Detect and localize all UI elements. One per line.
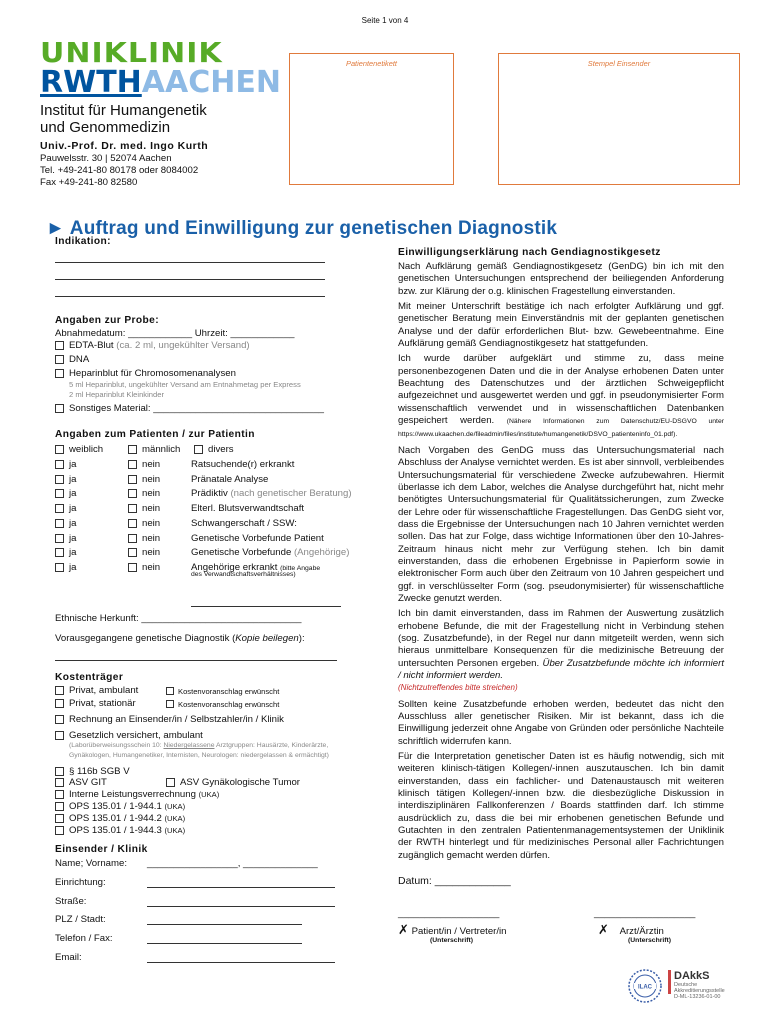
ops3-label: [69, 825, 185, 836]
heparin-note-1: 5 ml Heparinblut, ungekühlter Versand am Entnahmetag per Express: [69, 380, 301, 389]
other-material-label[interactable]: Sonstiges Material: ________________________________: [69, 403, 324, 414]
edta-checkbox[interactable]: [55, 341, 64, 350]
question-label: [191, 459, 294, 470]
dakks-sub-3: D-ML-13236-01-00: [674, 994, 721, 1000]
consent-strike-note: (Nichtzutreffendes bitte streichen): [398, 683, 518, 693]
institute-fax: Fax +49-241-80 82580: [40, 177, 138, 188]
indication-line-1[interactable]: [55, 262, 325, 263]
signature-icon: ✗: [398, 922, 409, 937]
private-inpatient-label: Privat, stationär: [69, 698, 136, 709]
ops2-note: (UKA): [164, 814, 186, 823]
question-yes-label: ja: [69, 561, 77, 573]
question-yes-checkbox[interactable]: [55, 534, 64, 543]
question-yes-label: ja: [69, 488, 77, 500]
female-label: weiblich: [69, 444, 104, 455]
question-yes-label: ja: [69, 517, 77, 529]
ops2-label: [69, 813, 185, 824]
male-checkbox[interactable]: [128, 445, 137, 454]
previous-diagnostics-italic: Kopie beilegen: [235, 633, 299, 644]
dakks-sub-2: Akkreditierungsstelle: [674, 988, 725, 994]
signature-icon: ✗: [598, 922, 609, 937]
question-yes-checkbox[interactable]: [55, 519, 64, 528]
question-yes-checkbox[interactable]: [55, 563, 64, 572]
doctor-signature-label: [598, 922, 664, 938]
question-yes-checkbox[interactable]: [55, 489, 64, 498]
statutory-note-1b: Arztgruppen: Hausärzte, Kinderärzte,: [214, 742, 329, 749]
question-label: [191, 474, 268, 485]
sender-city-label: PLZ / Stadt:: [55, 914, 106, 925]
question-yes-checkbox[interactable]: [55, 548, 64, 557]
patient-signature-note: (Unterschrift): [430, 937, 474, 944]
question-no-label: nein: [142, 532, 161, 544]
logo-rwth-aachen: [40, 65, 281, 100]
logo-aachen: AACHEN: [141, 65, 281, 100]
private-inpatient-checkbox[interactable]: [55, 699, 64, 708]
sender-heading: Einsender / Klinik: [55, 844, 148, 855]
question-no-checkbox[interactable]: [128, 489, 137, 498]
consent-paragraph-3-text: Ich wurde darüber aufgeklärt und stimme zu, dass meine personenbezogenen Daten und die in der Analyse erhobenen Daten unter Beachtung des Datenschutzes und der ärztlichen Schweigepflicht aufgezeichnet und ausgewertet werden und ggf. in pseudonymisierter Form wissenschaftlich verwendet und in wissenschaftlichen Datenbanken gespeichert werden.: [398, 353, 724, 427]
question-text: Prädiktiv: [191, 488, 228, 500]
asv-gyn-label: ASV Gynäkologische Tumor: [180, 777, 300, 788]
sender-email-field[interactable]: [147, 962, 335, 963]
patient-label-box[interactable]: [289, 53, 454, 185]
edta-label: [69, 340, 250, 351]
ops1-checkbox[interactable]: [55, 802, 64, 811]
question-note: (Angehörige): [293, 547, 350, 559]
question-no-checkbox[interactable]: [128, 563, 137, 572]
ops1-note: (UKA): [164, 802, 186, 811]
edta-text: EDTA-Blut: [69, 340, 114, 351]
question-no-checkbox[interactable]: [128, 504, 137, 513]
question-yes-label: ja: [69, 459, 77, 470]
sender-phone-field[interactable]: [147, 943, 302, 944]
patient-heading: Angaben zum Patienten / zur Patientin: [55, 429, 255, 440]
doctor-signature-line[interactable]: ___________________: [594, 908, 696, 919]
consent-text: [398, 261, 724, 865]
institute-contact: [40, 153, 198, 189]
consent-heading: Einwilligungserklärung nach Gendiagnostikgesetz: [398, 247, 661, 258]
ops3-text: OPS 135.01 / 1-944.3: [69, 825, 162, 836]
question-no-label: nein: [142, 488, 161, 500]
consent-paragraph-4: Nach Vorgaben des GenDG muss das Untersuchungsmaterial nach Abschluss der Analyse vernichtet werden. Es ist aber sinnvoll, verbleibendes Untersuchungsmaterial für verschiedene Zwecke aufzubewahren. Hiermit überlasse ich dem Labor, welches die Analyse durchgeführt hat, nicht mehr benötigtes Untersuchungsmaterial für Qualitätssicherungen, zum Zwecke der Lehre oder für wissenschaftliche Fragestellungen. Das GenDG sieht vor, dass die Ergebnisse der Untersuchungen nach 10 Jahren vernichtet werden sollen. Das hat zur Folge, dass wichtige Informationen über den 10-Jahres-Zeitraum hinaus nicht mehr zur Verfügung stehen. Ich bin damit einverstanden, dass die erhobenen Ergebnisse in Papierform sowie in elektronischer Form auch über den Zeitraum von 10 Jahren gespeichert und ggf. in verschlüsselter Form (sog. pseudonymisierter) für wissenschaftliche Zwecke genutzt werden.: [398, 444, 724, 604]
consent-paragraph-5-text: Ich bin damit einverstanden, dass im Rahmen der Auswertung zusätzlich erhobene Befunde, die mit der Fragestellung nicht in Verbindung stehen (sog. Zusatzbefunde), in der Regel nur dann mitgeteilt werden, wenn sich hieraus unmittelbare Konsequenzen für die medizinische Betreuung der untersuchten Personen ergeben.: [398, 608, 724, 669]
other-material-checkbox[interactable]: [55, 404, 64, 413]
question-no-label: nein: [142, 473, 161, 485]
sender-facility-label: Einrichtung:: [55, 877, 106, 888]
asv-gyn-checkbox[interactable]: [166, 778, 175, 787]
consent-privacy-note: (Nähere Informationen zum Datenschutz/EU-DSGVO unter https://www.ukaachen.de/fileadmin/files/institute/humangenetik/DSVO_patienteninfo_01.pdf).: [398, 418, 724, 439]
estimate-label-1: Kostenvoranschlag erwünscht: [178, 687, 280, 696]
male-label: männlich: [142, 444, 181, 455]
consent-date[interactable]: Datum: _____________: [398, 875, 511, 887]
question-yes-checkbox[interactable]: [55, 460, 64, 469]
question-no-label: nein: [142, 459, 161, 470]
institute-name: [40, 102, 207, 136]
sender-city-field[interactable]: [147, 924, 302, 925]
private-outpatient-label: Privat, ambulant: [69, 685, 139, 696]
question-text: Elterl. Blutsverwandtschaft: [191, 503, 305, 515]
question-yes-label: ja: [69, 547, 77, 559]
question-no-checkbox[interactable]: [128, 460, 137, 469]
question-yes-label: ja: [69, 532, 77, 544]
question-text: Schwangerschaft / SSW:: [191, 517, 297, 529]
institute-head: Univ.-Prof. Dr. med. Ingo Kurth: [40, 140, 209, 152]
relation-line[interactable]: [191, 606, 341, 607]
internal-label: [69, 789, 219, 800]
question-text: Genetische Vorbefunde: [191, 547, 292, 559]
question-no-checkbox[interactable]: [128, 475, 137, 484]
sender-name-field[interactable]: _________________, ______________: [147, 858, 318, 869]
institute-address: Pauwelsstr. 30 | 52074 Aachen: [40, 153, 172, 164]
doctor-signature-text: Arzt/Ärztin: [619, 926, 664, 937]
edta-note: (ca. 2 ml, ungekühlter Versand): [116, 340, 250, 351]
doctor-signature-note: (Unterschrift): [628, 937, 672, 944]
diverse-label: divers: [208, 444, 234, 455]
question-label: [191, 547, 349, 558]
ops3-note: (UKA): [164, 826, 186, 835]
page-title: ► Auftrag und Einwilligung zur genetischen Diagnostik: [46, 218, 558, 239]
estimate-checkbox-1[interactable]: [166, 687, 174, 695]
sender-street-field[interactable]: [147, 906, 335, 907]
sender-facility-field[interactable]: [147, 887, 335, 888]
question-text: Pränatale Analyse: [191, 473, 269, 485]
ilac-logo-icon: [627, 968, 663, 1004]
ethnic-origin[interactable]: Ethnische Herkunft: ______________________________: [55, 613, 302, 624]
heparin-checkbox[interactable]: [55, 369, 64, 378]
question-note: (bitte Angabe: [280, 564, 321, 572]
consent-paragraph-5: [398, 608, 724, 682]
asv-git-checkbox[interactable]: [55, 778, 64, 787]
ops3-checkbox[interactable]: [55, 826, 64, 835]
sender-name-label: Name; Vorname:: [55, 858, 127, 869]
question-yes-label: ja: [69, 503, 77, 515]
question-label: [191, 488, 352, 499]
private-outpatient-checkbox[interactable]: [55, 686, 64, 695]
consent-paragraph-2: Mit meiner Unterschrift bestätige ich nach erfolgter Aufklärung und ggf. genetischer Beratung mein Einverständnis mit der geplanten genetischen Analyse und der dafür erforderlichen Blut- bzw. Gewebeentnahme. Eine Aufklärung gemäß Gendiagnostikgesetz hat stattgefunden.: [398, 301, 724, 350]
question-yes-checkbox[interactable]: [55, 504, 64, 513]
dna-label: DNA: [69, 354, 90, 365]
diverse-checkbox[interactable]: [194, 445, 203, 454]
institute-name-line2: und Genommedizin: [40, 119, 171, 136]
logo-rwth: RWTH: [40, 65, 142, 100]
asv-git-label: ASV GIT: [69, 777, 107, 788]
invoice-checkbox[interactable]: [55, 715, 64, 724]
sender-street-label: Straße:: [55, 896, 87, 907]
question-no-checkbox[interactable]: [128, 534, 137, 543]
question-text: Ratsuchende(r) erkrankt: [191, 459, 295, 470]
consent-paragraph-6: Sollten keine Zusatzbefunde erhoben werden, bedeutet das nicht den Ausschluss aller genetischer Risiken. Mir ist bekannt, dass ich die Einwilligung jederzeit ohne Angabe von Gründen oder persönliche Nachteile schriftlich widerrufen kann.: [398, 698, 724, 747]
statutory-note-2: Gynäkologen, Humangenetiker, Internisten, Neurologen: niedergelassen & ermächtigt): [69, 752, 329, 759]
invoice-label: Rechnung an Einsender/in / Selbstzahler/in / Klinik: [69, 714, 284, 725]
dakks-logo-icon: [668, 970, 725, 1000]
relation-note: des Verwandtschaftsverhältnisses): [191, 571, 296, 578]
institute-name-line1: Institut für Humangenetik: [40, 102, 207, 119]
logo-uniklinik: UNIKLINIK: [40, 37, 223, 70]
question-no-checkbox[interactable]: [128, 519, 137, 528]
svg-text:ILAC: ILAC: [638, 984, 652, 991]
previous-diagnostics-end: ):: [298, 633, 305, 644]
institute-phone: Tel. +49-241-80 80178 oder 8084002: [40, 165, 199, 176]
page-number: Seite 1 von 4: [361, 16, 409, 25]
indication-line-3[interactable]: [55, 296, 325, 297]
sgb-checkbox[interactable]: [55, 767, 64, 776]
question-no-label: nein: [142, 503, 161, 515]
question-text: Genetische Vorbefunde Patient: [191, 532, 324, 544]
consent-paragraph-3: [398, 353, 724, 441]
sender-phone-label: Telefon / Fax:: [55, 933, 113, 944]
statutory-label: Gesetzlich versichert, ambulant: [69, 730, 203, 741]
consent-paragraph-7: Für die Interpretation genetischer Daten ist es häufig notwendig, sich mit weiteren klinisch-tätigen Kollegen/-innen auszutauschen. Ich bin damit einverstanden, dass ein fachlicher- und Datenaustausch mit weiteren klinisch tätigen Kollegen/-innen bzw. die diesbezügliche Diskussion in interdisziplinären Fallkonferenzen / Boards stattfinden darf. Ich stimme ausdrücklich zu, dass die bei mir erhobenen genetischen Befunde und Gutachten in den zentralen Patientenmanagementsystemen der Uniklinik der RWTH hinterlegt und für medizinisches Personal aller Fachrichtungen zugänglich gemacht werden dürfen.: [398, 751, 724, 861]
question-label: [191, 518, 297, 529]
question-text: Angehörige erkrankt: [191, 561, 278, 573]
statutory-note-1a: (Laborüberweisungsschein 10:: [69, 742, 164, 749]
patient-signature-text: Patient/in / Vertreter/in: [411, 926, 507, 937]
question-label: [191, 503, 304, 514]
dakks-sub-1: Deutsche: [674, 982, 698, 988]
question-label: [191, 533, 324, 544]
ops2-checkbox[interactable]: [55, 814, 64, 823]
previous-diagnostics: [55, 633, 305, 644]
estimate-label-2: Kostenvoranschlag erwünscht: [178, 700, 280, 709]
previous-diagnostics-line[interactable]: [55, 660, 337, 661]
question-no-checkbox[interactable]: [128, 548, 137, 557]
stamp-caption: Stempel Einsender: [587, 59, 651, 68]
previous-diagnostics-text: Vorausgegangene genetische Diagnostik (: [55, 633, 236, 644]
dakks-name: DAkkS: [674, 970, 710, 982]
sample-date-time[interactable]: Abnahmedatum: ____________ Uhrzeit: ____________: [55, 328, 295, 339]
ops2-text: OPS 135.01 / 1-944.2: [69, 813, 162, 824]
stamp-box[interactable]: [498, 53, 740, 185]
patient-signature-label: [398, 922, 507, 938]
ops1-label: [69, 801, 185, 812]
patient-label-caption: Patientenetikett: [346, 59, 397, 68]
female-checkbox[interactable]: [55, 445, 64, 454]
statutory-note-1: [69, 742, 328, 749]
heparin-note-2: 2 ml Heparinblut Kleinkinder: [69, 390, 164, 399]
sender-email-label: Email:: [55, 952, 82, 963]
internal-text: Interne Leistungsverrechnung: [69, 789, 196, 800]
payer-heading: Kostenträger: [55, 672, 124, 683]
question-no-label: nein: [142, 547, 161, 559]
consent-additional-findings-choice[interactable]: Über Zusatzbefunde möchte ich informiert / nicht informiert werden.: [398, 657, 724, 681]
indication-label: Indikation:: [55, 236, 111, 247]
statutory-note-underline: Niedergelassene: [163, 742, 215, 749]
statutory-checkbox[interactable]: [55, 731, 64, 740]
question-no-label: nein: [142, 561, 161, 573]
indication-line-2[interactable]: [55, 279, 325, 280]
question-yes-checkbox[interactable]: [55, 475, 64, 484]
internal-checkbox[interactable]: [55, 790, 64, 799]
question-note: (nach genetischer Beratung): [230, 488, 352, 500]
patient-signature-line[interactable]: ___________________: [398, 908, 500, 919]
consent-paragraph-1: Nach Aufklärung gemäß Gendiagnostikgesetz (GenDG) bin ich mit den genetischen Untersuchungen entsprechend der beiliegenden Anforderung bzw. zur Klärung der o.g. klinischen Fragestellung einverstanden.: [398, 261, 724, 297]
heparin-label: Heparinblut für Chromosomenanalysen: [69, 368, 236, 379]
internal-note: (UKA): [198, 790, 220, 799]
question-no-label: nein: [142, 517, 161, 529]
ops1-text: OPS 135.01 / 1-944.1: [69, 801, 162, 812]
sample-heading: Angaben zur Probe:: [55, 315, 159, 326]
sgb-label: § 116b SGB V: [69, 766, 130, 777]
dna-checkbox[interactable]: [55, 355, 64, 364]
question-yes-label: ja: [69, 473, 77, 485]
estimate-checkbox-2[interactable]: [166, 700, 174, 708]
